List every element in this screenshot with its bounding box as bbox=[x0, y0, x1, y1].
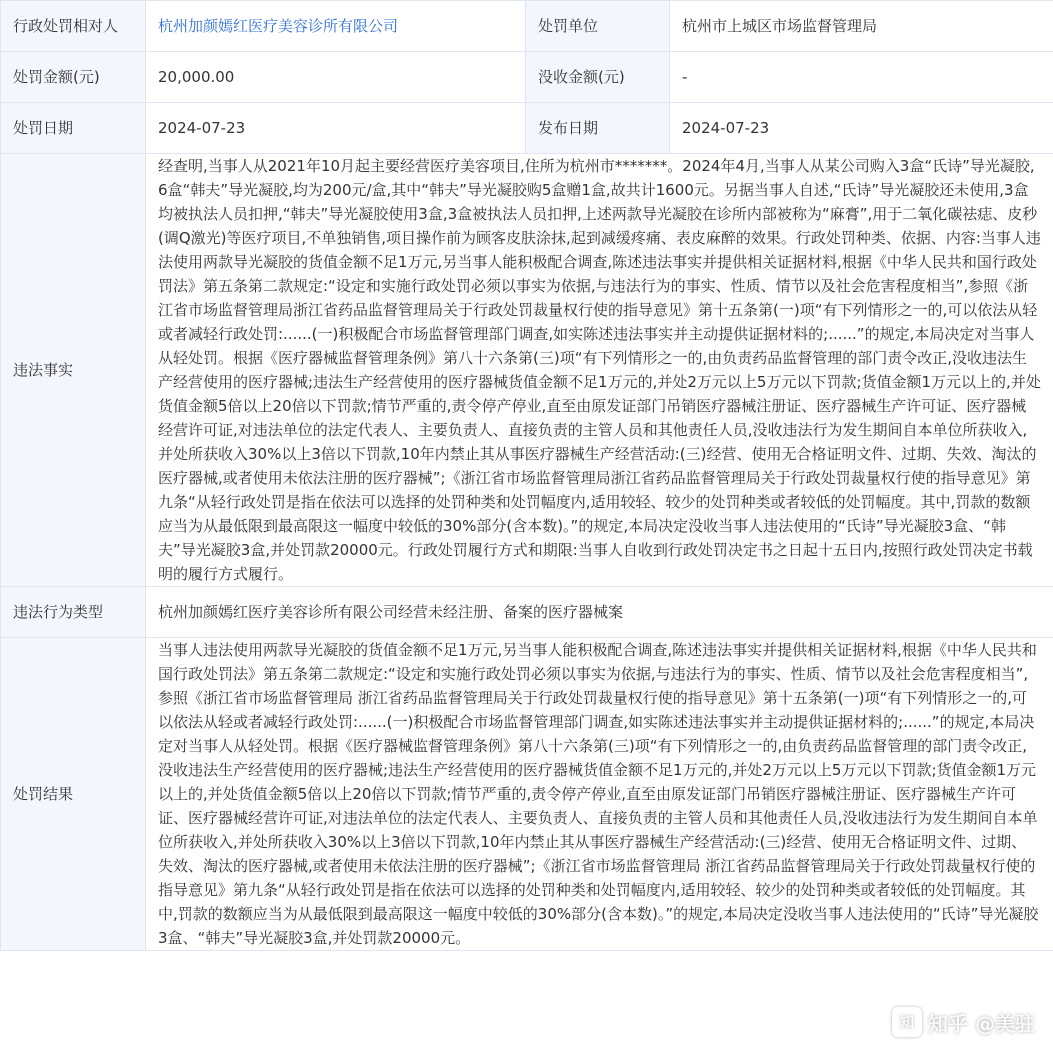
row-facts bbox=[1, 154, 1053, 587]
confiscation-label: 没收金额(元) bbox=[526, 52, 670, 103]
result-text: 当事人违法使用两款导光凝胶的货值金额不足1万元,另当事人能积极配合调查,陈述违法事实并提供相关证据材料,根据《中华人民共和国行政处罚法》第五条第二款规定:“设定和实施行政处罚必须以事实为依据,与违法行为的事实、性质、情节以及社会危害程度相当”,参照《浙江省市场监督管理局 浙江省药品监督管理局关于行政处罚裁量权行使的指导意见》第十五条第(一)项“有下列情形之一的,可以依法从轻或者减轻行政处罚:......(一)积极配合市场监督管理部门调查,如实陈述违法事实并主动提供证据材料的;......”的规定,本局决定对当事人从轻处罚。根据《医疗器械监督管理条例》第八十六条第(三)项“有下列情形之一的,由负责药品监督管理的部门责令改正,没收违法生产经营使用的医疗器械;违法生产经营使用的医疗器械货值金额不足1万元的,并处2万元以上5万元以下罚款;货值金额1万元以上的,并处货值金额5倍以上20倍以下罚款;情节严重的,责令停产停业,直至由原发证部门吊销医疗器械注册证、医疗器械生产许可证、医疗器械经营许可证,对违法单位的法定代表人、主要负责人、直接负责的主管人员和其他责任人员,没收违法行为发生期间自本单位所获收入,并处所获收入30%以上3倍以下罚款,10年内禁止其从事医疗器械生产经营活动:(三)经营、使用无合格证明文件、过期、失效、淘汰的医疗器械,或者使用未依法注册的医疗器械”;《浙江省市场监督管理局 浙江省药品监督管理局关于行政处罚裁量权行使的指导意见》第九条“从轻行政处罚是指在依法可以选择的处罚种类和处罚幅度内,适用较轻、较少的处罚种类或者较低的处罚幅度。其中,罚款的数额应当为从最低限到最高限这一幅度中较低的30%部分(含本数)。”的规定,本局决定没收当事人违法使用的“氏诗”导光凝胶3盒、“韩夫”导光凝胶3盒,并处罚款20000元。 bbox=[146, 638, 1053, 951]
facts-text: 经查明,当事人从2021年10月起主要经营医疗美容项目,住所为杭州市*******。2024年4月,当事人从某公司购入3盒“氏诗”导光凝胶,6盒“韩夫”导光凝胶,均为200元/盒,其中“韩夫”导光凝胶购5盒赠1盒,故共计1600元。另据当事人自述,“氏诗”导光凝胶还未使用,3盒均被执法人员扣押,“韩夫”导光凝胶使用3盒,3盒被执法人员扣押,上述两款导光凝胶在诊所内部被称为“麻膏”,用于二氧化碳祛痣、皮秒(调Q激光)等医疗项目,不单独销售,项目操作前为顾客皮肤涂抹,起到减缓疼痛、表皮麻醉的效果。行政处罚种类、依据、内容:当事人违法使用两款导光凝胶的货值金额不足1万元,另当事人能积极配合调查,陈述违法事实并提供相关证据材料,根据《中华人民共和国行政处罚法》第五条第二款规定:“设定和实施行政处罚必须以事实为依据,与违法行为的事实、性质、情节以及社会危害程度相当”,参照《浙江省市场监督管理局浙江省药品监督管理局关于行政处罚裁量权行使的指导意见》第十五条第(一)项“有下列情形之一的,可以依法从轻或者减轻行政处罚:......(一)积极配合市场监督管理部门调查,如实陈述违法事实并主动提供证据材料的;......”的规定,本局决定对当事人从轻处罚。根据《医疗器械监督管理条例》第八十六条第(三)项“有下列情形之一的,由负责药品监督管理的部门责令改正,没收违法生产经营使用的医疗器械;违法生产经营使用的医疗器械货值金额不足1万元的,并处2万元以上5万元以下罚款;货值金额1万元以上的,并处货值金额5倍以上20倍以下罚款;情节严重的,责令停产停业,直至由原发证部门吊销医疗器械注册证、医疗器械生产许可证、医疗器械经营许可证,对违法单位的法定代表人、主要负责人、直接负责的主管人员和其他责任人员,没收违法行为发生期间自本单位所获收入,并处所获收入30%以上3倍以下罚款,10年内禁止其从事医疗器械生产经营活动:(三)经营、使用无合格证明文件、过期、失效、淘汰的医疗器械,或者使用未依法注册的医疗器械”;《浙江省市场监督管理局浙江省药品监督管理局关于行政处罚裁量权行使的指导意见》第九条“从轻行政处罚是指在依法可以选择的处罚种类和处罚幅度内,适用较轻、较少的处罚种类或者较低的处罚幅度。其中,罚款的数额应当为从最低限到最高限这一幅度中较低的30%部分(含本数)。”的规定,本局决定没收当事人违法使用的“氏诗”导光凝胶3盒、“韩夫”导光凝胶3盒,并处罚款20000元。行政处罚履行方式和期限:当事人自收到行政处罚决定书之日起十五日内,按照行政处罚决定书载明的履行方式履行。 bbox=[146, 154, 1053, 587]
amount-label: 处罚金额(元) bbox=[1, 52, 146, 103]
party-link[interactable]: 杭州加颜嫣红医疗美容诊所有限公司 bbox=[146, 1, 526, 52]
zhihu-logo-icon: 知 bbox=[892, 1007, 922, 1037]
amount-value: 20,000.00 bbox=[146, 52, 526, 103]
confiscation-value: - bbox=[670, 52, 1053, 103]
publish-label: 发布日期 bbox=[526, 103, 670, 154]
row-party bbox=[1, 1, 1053, 52]
result-label: 处罚结果 bbox=[1, 638, 146, 951]
unit-label: 处罚单位 bbox=[526, 1, 670, 52]
zhihu-watermark bbox=[892, 1007, 1035, 1037]
date-value: 2024-07-23 bbox=[146, 103, 526, 154]
violation-type-value: 杭州加颜嫣红医疗美容诊所有限公司经营未经注册、备案的医疗器械案 bbox=[146, 587, 1053, 638]
party-label: 行政处罚相对人 bbox=[1, 1, 146, 52]
row-amount bbox=[1, 52, 1053, 103]
facts-label: 违法事实 bbox=[1, 154, 146, 587]
date-label: 处罚日期 bbox=[1, 103, 146, 154]
row-date bbox=[1, 103, 1053, 154]
violation-type-label: 违法行为类型 bbox=[1, 587, 146, 638]
row-violation-type bbox=[1, 587, 1053, 638]
watermark-text: 知乎 @美驻 bbox=[928, 1011, 1035, 1036]
publish-value: 2024-07-23 bbox=[670, 103, 1053, 154]
row-result bbox=[1, 638, 1053, 951]
unit-value: 杭州市上城区市场监督管理局 bbox=[670, 1, 1053, 52]
